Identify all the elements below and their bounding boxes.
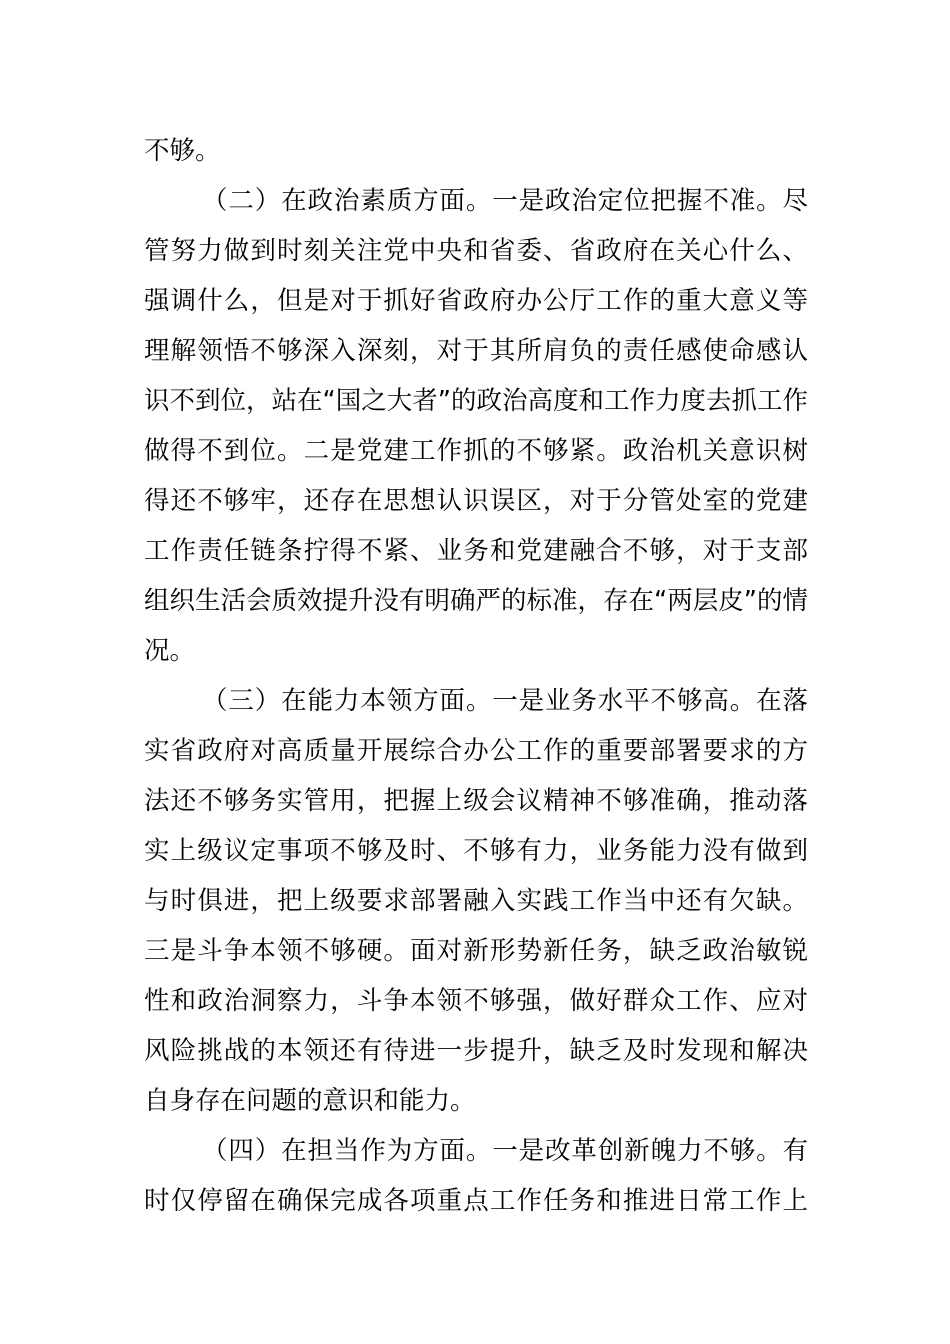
paragraph-first-line: （三）在能力本领方面。一是业务水平不够高。在落 [202, 686, 808, 716]
text-line: 工作责任链条拧得不紧、业务和党建融合不够，对于支部 [144, 536, 808, 566]
paragraph-first-line: （二）在政治素质方面。一是政治定位把握不准。尽 [202, 186, 808, 216]
text-line: 与时俱进，把上级要求部署融入实践工作当中还有欠缺。 [144, 886, 808, 916]
text-line: 管努力做到时刻关注党中央和省委、省政府在关心什么、 [144, 236, 808, 266]
document-body [144, 126, 808, 1226]
text-line: 法还不够务实管用，把握上级会议精神不够准确，推动落 [144, 786, 808, 816]
text-line: 组织生活会质效提升没有明确严的标准，存在“两层皮”的情 [144, 586, 808, 616]
text-line: 自身存在问题的意识和能力。 [144, 1086, 476, 1116]
text-line: 理解领悟不够深入深刻，对于其所肩负的责任感使命感认 [144, 336, 808, 366]
text-line: 性和政治洞察力，斗争本领不够强，做好群众工作、应对 [144, 986, 808, 1016]
text-line: 三是斗争本领不够硬。面对新形势新任务，缺乏政治敏锐 [144, 936, 808, 966]
text-line: 时仅停留在确保完成各项重点工作任务和推进日常工作上 [144, 1186, 808, 1216]
text-line: 做得不到位。二是党建工作抓的不够紧。政治机关意识树 [144, 436, 808, 466]
paragraph-first-line: （四）在担当作为方面。一是改革创新魄力不够。有 [202, 1136, 808, 1166]
text-line: 风险挑战的本领还有待进一步提升，缺乏及时发现和解决 [144, 1036, 808, 1066]
text-line: 实上级议定事项不够及时、不够有力，业务能力没有做到 [144, 836, 808, 866]
text-line: 得还不够牢，还存在思想认识误区，对于分管处室的党建 [144, 486, 808, 516]
text-line: 况。 [144, 636, 196, 666]
text-line: 强调什么，但是对于抓好省政府办公厅工作的重大意义等 [144, 286, 808, 316]
text-line: 实省政府对高质量开展综合办公工作的重要部署要求的方 [144, 736, 808, 766]
text-line: 识不到位，站在“国之大者”的政治高度和工作力度去抓工作 [144, 386, 808, 416]
text-line: 不够。 [144, 136, 221, 166]
